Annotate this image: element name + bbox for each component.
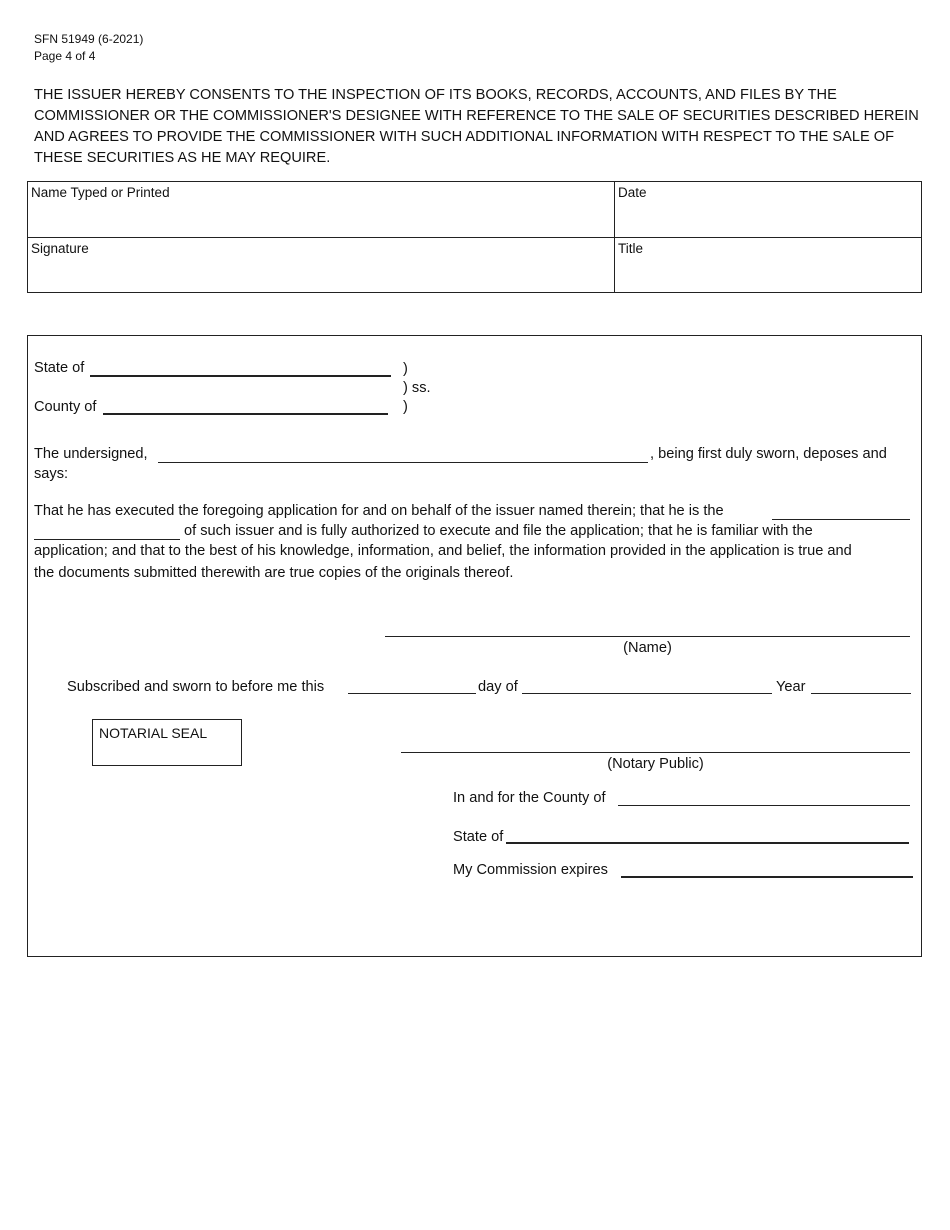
notarial-seal-box: NOTARIAL SEAL bbox=[92, 719, 242, 766]
notary-state-field[interactable] bbox=[506, 842, 909, 844]
name-printed-label: Name Typed or Printed bbox=[31, 185, 170, 200]
paragraph-line-3: application; and that to the best of his knowledge, information, and belief, the information provided in the application is true and bbox=[34, 543, 852, 559]
signature-label: Signature bbox=[31, 241, 89, 256]
issuer-role-field-part2[interactable] bbox=[34, 539, 180, 540]
date-label: Date bbox=[618, 185, 647, 200]
sworn-month-field[interactable] bbox=[522, 693, 772, 694]
notary-caption: (Notary Public) bbox=[607, 756, 704, 772]
commission-expires-field[interactable] bbox=[621, 876, 913, 878]
undersigned-name-field[interactable] bbox=[158, 462, 648, 463]
consent-paragraph: THE ISSUER HEREBY CONSENTS TO THE INSPECTION OF ITS BOOKS, RECORDS, ACCOUNTS, AND FILES BY THE COMMISSIONER OR THE COMMISSIONER'S DESIGNEE WITH REFERENCE TO THE SALE OF SECURITIES DESCRIBED HEREIN AND AGREES TO PROVIDE THE COMMISSIONER WITH SUCH ADDITIONAL INFORMATION WITH RESPECT TO THE SALE OF THESE SECURITIES AS HE MAY REQUIRE. bbox=[34, 87, 919, 166]
county-label: County of bbox=[34, 399, 97, 415]
sworn-year-field[interactable] bbox=[811, 693, 911, 694]
day-of-text: day of bbox=[478, 679, 518, 695]
paragraph-line-1: That he has executed the foregoing application for and on behalf of the issuer named therein; that he is the bbox=[34, 503, 724, 519]
year-text: Year bbox=[776, 679, 806, 695]
paragraph-line-2: of such issuer and is fully authorized to execute and file the application; that he is familiar with the bbox=[184, 523, 813, 539]
affiant-name-field[interactable] bbox=[385, 636, 910, 637]
venue-paren-top: ) bbox=[403, 361, 408, 377]
title-label: Title bbox=[618, 241, 644, 256]
issuer-role-field-part1[interactable] bbox=[772, 519, 910, 520]
sworn-day-field[interactable] bbox=[348, 693, 476, 694]
table-divider-horizontal bbox=[28, 237, 921, 238]
signature-field[interactable] bbox=[32, 260, 610, 290]
commission-label: My Commission expires bbox=[453, 862, 608, 878]
subscribed-text: Subscribed and sworn to before me this bbox=[67, 679, 325, 695]
says-text: says: bbox=[34, 466, 69, 482]
undersigned-prefix: The undersigned, bbox=[34, 446, 148, 462]
notary-county-label: In and for the County of bbox=[453, 790, 606, 806]
name-caption: (Name) bbox=[623, 640, 672, 656]
undersigned-suffix: , being first duly sworn, deposes and bbox=[650, 446, 887, 462]
county-field[interactable] bbox=[103, 413, 388, 415]
notary-signature-field[interactable] bbox=[401, 752, 910, 753]
form-number: SFN 51949 (6-2021) bbox=[34, 32, 144, 46]
state-field[interactable] bbox=[90, 375, 391, 377]
notary-county-field[interactable] bbox=[618, 805, 910, 806]
date-field[interactable] bbox=[618, 204, 916, 234]
venue-ss: ) ss. bbox=[403, 380, 431, 396]
state-label: State of bbox=[34, 360, 85, 376]
paragraph-line-4: the documents submitted therewith are true copies of the originals thereof. bbox=[34, 565, 514, 581]
title-field[interactable] bbox=[618, 260, 916, 290]
signature-table bbox=[27, 181, 922, 293]
page-number: Page 4 of 4 bbox=[34, 49, 96, 63]
venue-paren-bottom: ) bbox=[403, 399, 408, 415]
notary-state-label: State of bbox=[453, 829, 504, 845]
name-printed-field[interactable] bbox=[32, 204, 610, 234]
